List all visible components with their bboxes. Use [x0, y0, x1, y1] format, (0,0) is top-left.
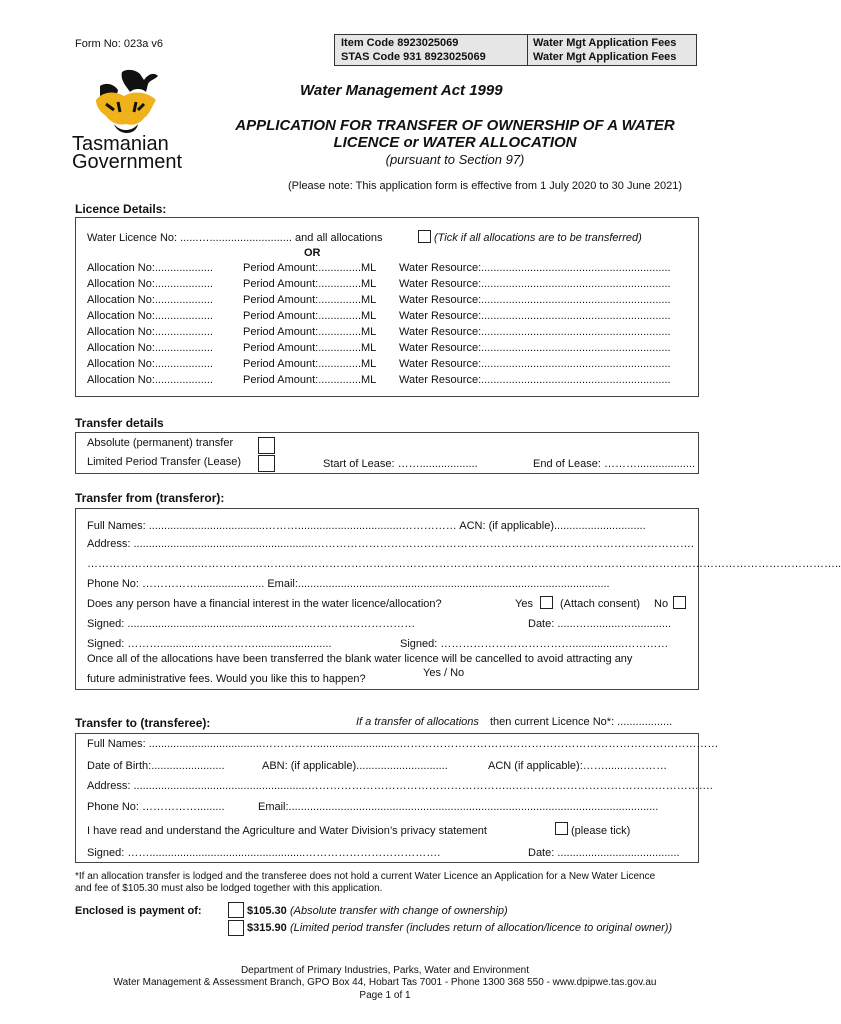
absolute-transfer-checkbox[interactable]: [258, 437, 275, 454]
footnote-line-2: and fee of $105.30 must also be lodged together with this application.: [75, 883, 383, 894]
water-resource-field[interactable]: Water Resource:..............................................................: [399, 342, 671, 354]
transferee-email-field[interactable]: Email:.........................................................................................................................: [258, 801, 659, 813]
pursuant-text: (pursuant to Section 97): [385, 152, 525, 167]
allocation-no-field[interactable]: Allocation No:...................: [87, 294, 213, 306]
transferee-section: [75, 733, 719, 863]
transferee-signed-field[interactable]: Signed: ……...................................................……………………………….: [87, 847, 441, 859]
footer-page-number: Page 1 of 1: [359, 990, 411, 1001]
fee-line-2: Water Mgt Application Fees: [533, 51, 677, 63]
financial-interest-question: Does any person have a financial interest in the water licence/allocation?: [87, 598, 442, 610]
licence-details-section: [75, 217, 699, 397]
act-title: Water Management Act 1999: [300, 82, 503, 99]
yes-no-option[interactable]: Yes / No: [423, 667, 465, 679]
limited-transfer-label: Limited Period Transfer (Lease): [87, 456, 242, 468]
transferee-heading: Transfer to (transferee):: [75, 716, 211, 730]
period-amount-field[interactable]: Period Amount:..............ML: [243, 326, 377, 338]
footer-department: Department of Primary Industries, Parks, Water and Environment: [240, 965, 530, 976]
if-transfer-label: If a transfer of allocations: [356, 716, 479, 728]
code-table: [334, 34, 697, 66]
transferee-phone-field[interactable]: Phone No: …………….........: [87, 801, 225, 813]
fee-315-description: (Limited period transfer (includes return of allocation/licence to original owner)): [290, 922, 673, 934]
form-number: Form No: 023a v6: [75, 38, 164, 50]
cancel-note-line-2: future administrative fees. Would you like this to happen?: [87, 673, 366, 685]
period-amount-field[interactable]: Period Amount:..............ML: [243, 278, 377, 290]
all-allocations-checkbox[interactable]: [418, 230, 431, 243]
water-resource-field[interactable]: Water Resource:..............................................................: [399, 310, 671, 322]
no-label: No: [654, 598, 669, 610]
tick-note: (Tick if all allocations are to be transferred): [434, 232, 642, 244]
transfer-details-heading: Transfer details: [75, 416, 164, 430]
form-title-line-1: APPLICATION FOR TRANSFER OF OWNERSHIP OF A WATER: [235, 117, 675, 134]
transferee-address-field[interactable]: Address: .........................................................………………………………………………..……………………………………………….: [87, 780, 713, 792]
current-licence-field[interactable]: then current Licence No*: ..................: [490, 716, 673, 728]
privacy-statement-text: I have read and understand the Agriculture and Water Division’s privacy statement: [87, 825, 487, 837]
transferee-date-field[interactable]: Date: ........................................: [528, 847, 680, 859]
transferor-signed-field-2[interactable]: Signed: ……….............…………….........................: [87, 638, 332, 650]
period-amount-field[interactable]: Period Amount:..............ML: [243, 342, 377, 354]
period-amount-field[interactable]: Period Amount:..............ML: [243, 310, 377, 322]
period-amount-field[interactable]: Period Amount:..............ML: [243, 374, 377, 386]
cancel-note-line-1: Once all of the allocations have been transferred the blank water licence will be cancelled to avoid attracting any: [87, 653, 633, 665]
absolute-transfer-label: Absolute (permanent) transfer: [87, 437, 234, 449]
effective-note: (Please note: This application form is effective from 1 July 2020 to 30 June 2021): [288, 180, 682, 192]
footnote-line-1: *If an allocation transfer is lodged and the transferee does not hold a current Water Licence an Application for a New Water Licence: [75, 871, 656, 882]
privacy-checkbox[interactable]: [555, 822, 568, 835]
allocation-no-field[interactable]: Allocation No:...................: [87, 342, 213, 354]
fee-105-description: (Absolute transfer with change of ownership): [290, 905, 508, 917]
limited-transfer-checkbox[interactable]: [258, 455, 275, 472]
water-resource-field[interactable]: Water Resource:..............................................................: [399, 278, 671, 290]
licence-details-heading: Licence Details:: [75, 202, 167, 216]
water-resource-field[interactable]: Water Resource:..............................................................: [399, 326, 671, 338]
allocation-no-field[interactable]: Allocation No:...................: [87, 358, 213, 370]
svg-text:Government: Government: [72, 151, 183, 173]
no-checkbox[interactable]: [673, 596, 686, 609]
allocation-no-field[interactable]: Allocation No:...................: [87, 278, 213, 290]
svg-text:Tasmanian: Tasmanian: [72, 133, 169, 155]
fee-line-1: Water Mgt Application Fees: [533, 37, 677, 49]
transferor-address-line-2[interactable]: ……………………………………………………………………………………………………………………………………………………………………………………..: [87, 558, 841, 570]
water-resource-field[interactable]: Water Resource:..............................................................: [399, 358, 671, 370]
transferor-heading: Transfer from (transferor):: [75, 491, 225, 505]
allocation-no-field[interactable]: Allocation No:...................: [87, 326, 213, 338]
transferor-date-field[interactable]: Date: ......…...........….............: [528, 618, 672, 630]
fee-315-checkbox[interactable]: [228, 920, 244, 936]
transferor-phone-email-field[interactable]: Phone No: ……………...................... Email:......................................................................................................: [87, 578, 610, 590]
transferor-full-names-field[interactable]: Full Names: ......................................………..................................…………… ACN: (if applicable)..............................: [87, 520, 646, 532]
end-of-lease-field[interactable]: End of Lease: ………...................: [533, 458, 696, 470]
water-licence-no: Water Licence No: ......…........................... and all allocations: [87, 232, 383, 244]
start-of-lease-field[interactable]: Start of Lease: ……...................: [323, 458, 478, 470]
stas-code: STAS Code 931 8923025069: [341, 51, 486, 63]
water-resource-field[interactable]: Water Resource:..............................................................: [399, 374, 671, 386]
transferor-signed-field[interactable]: Signed: ...................................................………………………………: [87, 618, 416, 630]
allocation-no-field[interactable]: Allocation No:...................: [87, 262, 213, 274]
period-amount-field[interactable]: Period Amount:..............ML: [243, 358, 377, 370]
allocation-no-field[interactable]: Allocation No:...................: [87, 310, 213, 322]
or-label: OR: [304, 247, 321, 259]
yes-checkbox[interactable]: [540, 596, 553, 609]
footer-address: Water Management & Assessment Branch, GPO Box 44, Hobart Tas 7001 - Phone 1300 368 550 - www.dpipwe.tas.gov.au: [113, 977, 657, 988]
please-tick-label: (please tick): [571, 825, 631, 837]
transferor-address-field[interactable]: Address: ...........................................................………………………………………………………….……………………………….: [87, 538, 694, 550]
transferee-full-names-field[interactable]: Full Names: .....................................……………...........................……………………………………………………………………………: [87, 738, 719, 750]
period-amount-field[interactable]: Period Amount:..............ML: [243, 294, 377, 306]
payment-label: Enclosed is payment of:: [75, 905, 202, 917]
fee-105-amount: $105.30: [247, 905, 287, 917]
tasmanian-tiger-icon: [70, 66, 190, 173]
form-title-line-2: LICENCE or WATER ALLOCATION: [333, 134, 577, 151]
transferee-abn-field[interactable]: ABN: (if applicable)..............................: [262, 760, 448, 772]
water-resource-field[interactable]: Water Resource:..............................................................: [399, 262, 671, 274]
item-code: Item Code 8923025069: [341, 37, 459, 49]
allocation-no-field[interactable]: Allocation No:...................: [87, 374, 213, 386]
fee-105-checkbox[interactable]: [228, 902, 244, 918]
yes-label: Yes: [515, 598, 533, 610]
fee-315-amount: $315.90: [247, 922, 287, 934]
attach-consent-label: (Attach consent): [560, 598, 641, 610]
water-resource-field[interactable]: Water Resource:..............................................................: [399, 294, 671, 306]
transferee-dob-field[interactable]: Date of Birth:........................: [87, 760, 225, 772]
period-amount-field[interactable]: Period Amount:..............ML: [243, 262, 377, 274]
transferor-signed-field-3[interactable]: Signed: ……………………………….................…………: [400, 638, 669, 650]
tasmanian-government-logo: [70, 66, 190, 173]
transferee-acn-field[interactable]: ACN (if applicable):……......…………: [488, 760, 668, 772]
